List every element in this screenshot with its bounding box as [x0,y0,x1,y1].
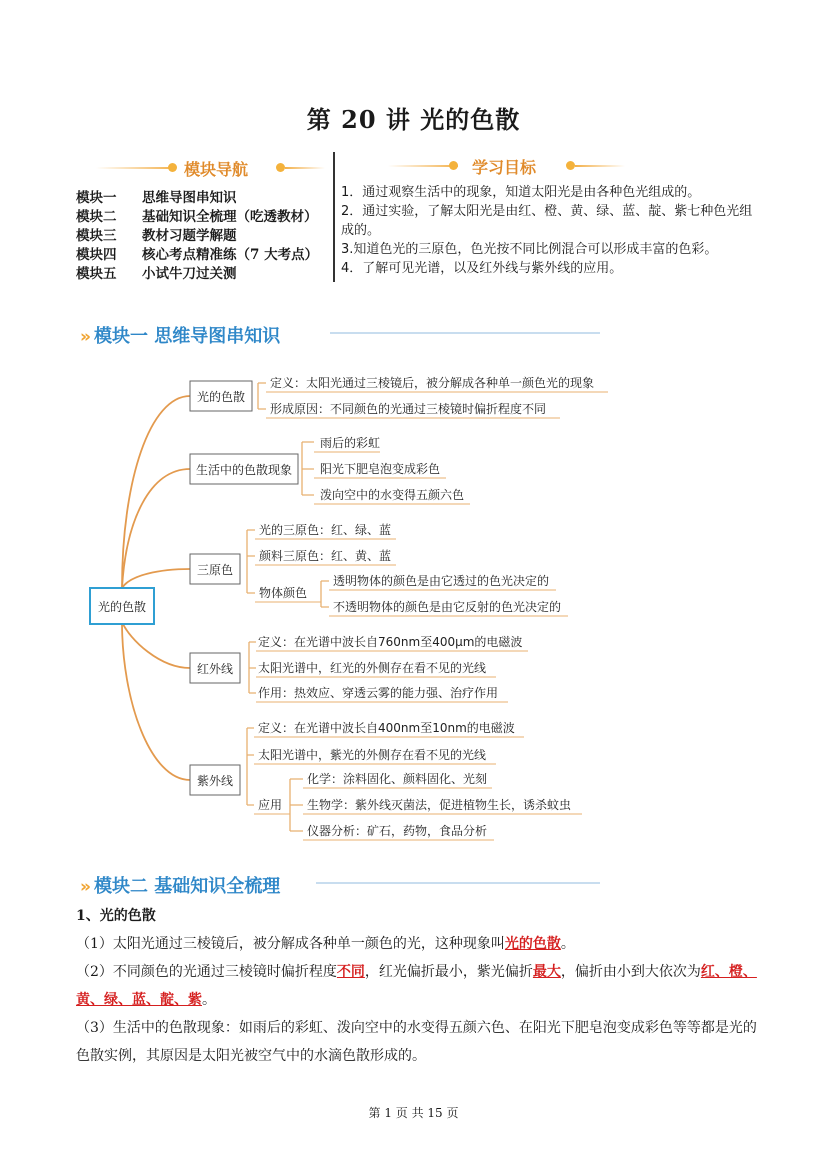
mindmap-leaf: 仪器分析：矿石，药物，食品分析 [307,824,488,838]
mindmap-leaf: 不透明物体的颜色是由它反射的色光决定的 [333,600,562,614]
nav-item[interactable]: 模块三 教材习题学解题 [76,228,237,244]
mindmap-leaf: 化学：涂料固化、颜料固化、光刻 [307,772,488,786]
page-title: 第 20 讲 光的色散 [306,105,521,134]
knowledge-paragraph-2: （2）不同颜色的光通过三棱镜时偏折程度不同，红光偏折最小，紫光偏折最大，偏折由小到大依次为红、橙、黄、绿、蓝、靛、紫。 [76,964,757,1008]
mindmap-sub-label: 应用 [258,798,283,812]
nav-item[interactable]: 模块五 小试牛刀过关测 [76,266,237,282]
mindmap-leaf: 颜料三原色：红、黄、蓝 [259,549,392,563]
double-chevron-icon: ›› [80,327,89,347]
mindmap-leaf: 光的三原色：红、绿、蓝 [259,523,392,537]
mindmap-leaf: 太阳光谱中，红光的外侧存在看不见的光线 [258,661,487,675]
branch-label: 三原色 [196,563,234,577]
goal-item: 3.知道色光的三原色，色光按不同比例混合可以形成丰富的色彩。 [341,242,718,257]
root-branch-link-3 [122,569,190,588]
mindmap-root-label: 光的色散 [97,600,147,614]
section1-header: ›› 模块一 思维导图串知识 [80,326,281,347]
knowledge-heading: 1、光的色散 [76,908,156,924]
root-branch-link-4 [122,622,190,668]
mindmap-leaf: 雨后的彩虹 [320,436,381,450]
root-branch-link-1 [122,396,190,588]
mindmap-leaf: 太阳光谱中，紫光的外侧存在看不见的光线 [258,748,487,762]
page-footer: 第 1 页 共 15 页 [368,1106,459,1120]
nav-item[interactable]: 模块四 核心考点精准练（7 大考点） [76,247,319,263]
branch-label: 光的色散 [196,390,246,404]
mindmap-leaf: 透明物体的颜色是由它透过的色光决定的 [333,574,550,588]
mindmap-leaf: 形成原因：不同颜色的光通过三棱镜时偏折程度不同 [270,402,547,416]
branch-label: 紫外线 [196,774,234,788]
branch-label: 生活中的色散现象 [195,463,293,477]
mindmap-leaf: 阳光下肥皂泡变成彩色 [320,462,441,476]
section2-header: ›› 模块二 基础知识全梳理 [80,876,281,897]
mindmap-leaf: 生物学：紫外线灭菌法，促进植物生长，诱杀蚊虫 [307,798,572,812]
goal-item: 2．通过实验，了解太阳光是由红、橙、黄、绿、蓝、靛、紫七种色光组成的。 [341,204,753,238]
goal-header: 学习目标 [472,158,537,177]
mindmap-leaf: 定义：在光谱中波长自760nm至400μm的电磁波 [258,635,523,649]
goal-item: 1．通过观察生活中的现象，知道太阳光是由各种色光组成的。 [341,185,701,200]
knowledge-paragraph-3: （3）生活中的色散现象：如雨后的彩虹、泼向空中的水变得五颜六色、在阳光下肥皂泡变成彩色等等都是光的色散实例，其原因是太阳光被空气中的水滴色散形成的。 [76,1020,757,1064]
knowledge-paragraph-1: （1）太阳光通过三棱镜后，被分解成各种单一颜色的光，这种现象叫光的色散。 [76,936,575,952]
double-chevron-icon: ›› [80,877,89,897]
mindmap-sub-label: 物体颜色 [259,586,308,600]
mindmap-leaf: 定义：太阳光通过三棱镜后，被分解成各种单一颜色光的现象 [270,376,595,390]
nav-item[interactable]: 模块一 思维导图串知识 [76,190,237,206]
nav-item[interactable]: 模块二 基础知识全梳理（吃透教材） [76,209,318,225]
root-branch-link-5 [122,622,190,780]
mindmap-leaf: 定义：在光谱中波长自400nm至10nm的电磁波 [258,721,515,735]
nav-header: 模块导航 [184,160,249,179]
goal-item: 4．了解可见光谱，以及红外线与紫外线的应用。 [341,261,623,276]
branch-label: 红外线 [196,662,234,676]
mindmap-leaf: 泼向空中的水变得五颜六色 [320,488,465,502]
mindmap-leaf: 作用：热效应、穿透云雾的能力强、治疗作用 [258,686,499,700]
section2-rule [316,882,600,884]
